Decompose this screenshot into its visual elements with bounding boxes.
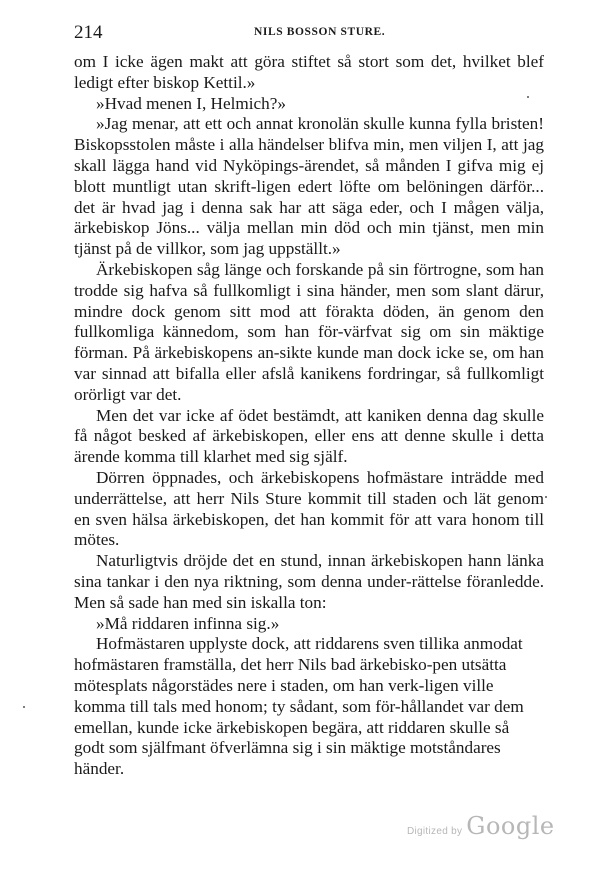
paragraph-6: Dörren öppnades, och ärkebiskopens hofmästare inträdde med underrättelse, att herr Nils Sture kommit till staden och lät genom en sven hälsa ärkebiskopen, det han kommit för att vara honom till mötes. [74,467,544,550]
print-speck [23,706,25,708]
running-head: NILS BOSSON STURE. [254,26,386,38]
print-speck [545,496,547,498]
google-logo: Google [466,812,555,840]
paragraph-8: »Må riddaren infinna sig.» [96,613,280,633]
digitized-watermark [407,812,555,840]
page-number: 214 [74,22,103,43]
paragraph-3: »Jag menar, att ett och annat kronolän skulle kunna fylla bristen! Biskopsstolen måste i alla händelser blifva min, men viljen I, att jag skall lägga hand vid Nyköpings-ärendet, så månden I gifva mig ej blott muntligt utan skrift-ligen edert löfte om belöningen därför... det är hvad jag i denna sak har att säga eder, och I mågen välja, ärkebiskop Jöns... välja mellan min död och min tjänst, men min tjänst på de villkor, som jag uppställt.» [74,114,544,259]
paragraph-7: Naturligtvis dröjde det en stund, innan ärkebiskopen hann länka sina tankar i den nya riktning, som denna under-rättelse föranledde. Men så sade han med sin iskalla ton: [74,551,544,612]
paragraph-4: Ärkebiskopen såg länge och forskande på sin förtrogne, som han trodde sig hafva så fullkomligt i sina händer, men som slant därur, mindre dock genom sitt mod att förakta döden, än genom den fullkomliga kännedom, som han för-värfvat sig om sin mäktige förman. På ärkebiskopens an-sikte kunde man dock icke se, om han var sinnad att bifalla eller afslå kanikens fordringar, så fullkomligt orörligt var det. [74,259,544,404]
body-text [74,52,544,780]
print-speck [527,96,529,98]
paragraph-9: Hofmästaren upplyste dock, att riddarens sven tillika anmodat hofmästaren framställa, det herr Nils bad ärkebisko-pen utsätta mötesplats någorstädes nere i staden, om han verk-ligen ville komma till tals med honom; ty sådant, som för-hållandet var dem emellan, kunde icke ärkebiskopen begära, att riddaren skulle så godt som själfmant öfverlämna sig i sin mäktige motståndares händer. [74,634,524,779]
paragraph-5: Men det var icke af ödet bestämdt, att kaniken denna dag skulle få något besked af ärkebiskopen, eller ens att denne skulle i detta ärende komma till klarhet med sig själf. [74,405,544,467]
paragraph-1: om I icke ägen makt att göra stiftet så stort som det, hvilket blef ledigt efter biskop Kettil.» [74,52,544,92]
watermark-prefix: Digitized by [407,826,463,837]
page-header [74,22,544,46]
paragraph-2: »Hvad menen I, Helmich?» [96,93,286,113]
